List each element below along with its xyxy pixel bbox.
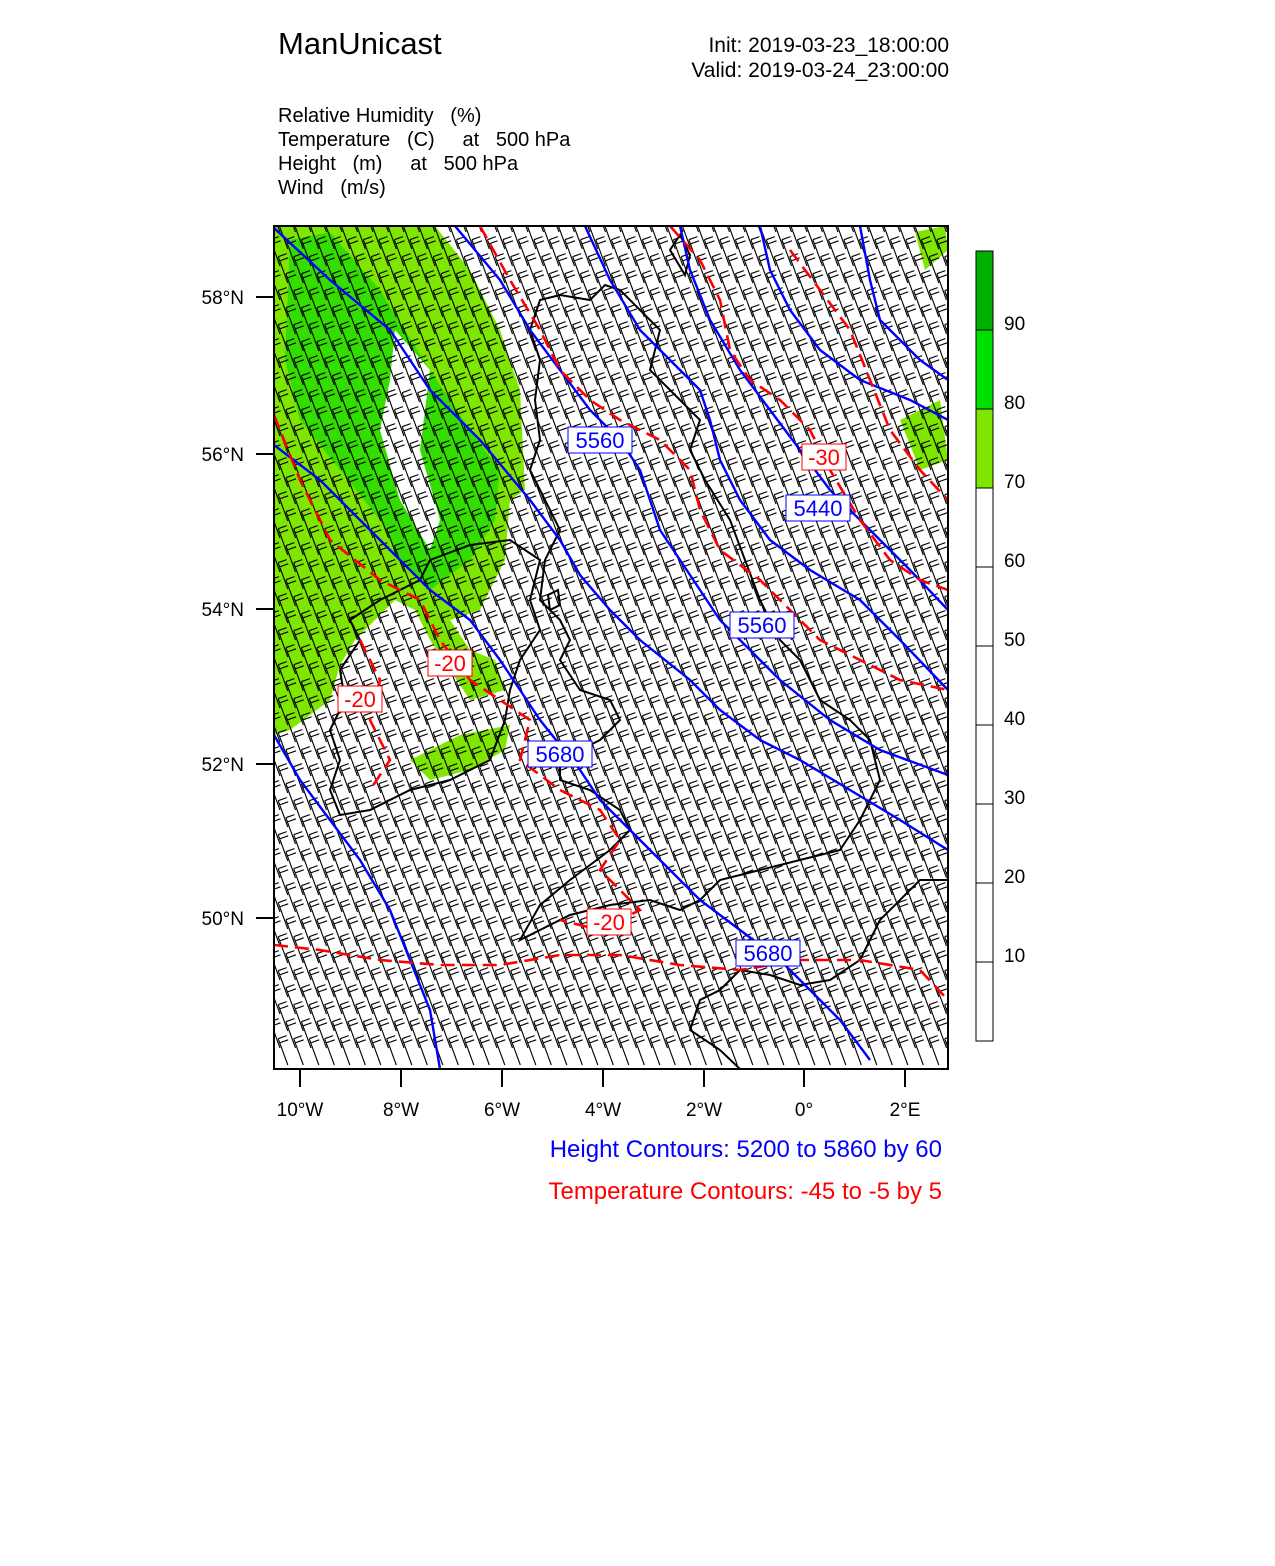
lat-tick-label: 50°N: [201, 909, 244, 930]
colorbar-box: [976, 883, 993, 962]
lat-tick-label: 54°N: [201, 600, 244, 621]
lon-tick-labels: [277, 1100, 921, 1121]
colorbar: [976, 251, 993, 1041]
colorbar-box: [976, 567, 993, 646]
colorbar-label: 90: [1004, 314, 1026, 335]
height-label: 5440: [793, 496, 843, 521]
field-level: at 500 hPa: [410, 153, 519, 175]
lon-tick-label: 2°W: [685, 1100, 723, 1121]
colorbar-box: [976, 646, 993, 725]
lat-tick-label: 56°N: [201, 445, 244, 466]
temp-label: -20: [434, 651, 466, 676]
init-time: Init: 2019-03-23_18:00:00: [708, 34, 949, 57]
field-name: Relative Humidity: [278, 105, 434, 127]
colorbar-label: 60: [1004, 551, 1026, 572]
height-label: 5560: [737, 613, 787, 638]
field-name: Height: [278, 153, 336, 175]
lat-tick-label: 52°N: [201, 755, 244, 776]
colorbar-box: [976, 409, 993, 488]
colorbar-box: [976, 330, 993, 409]
colorbar-box: [976, 725, 993, 804]
lon-tick-label: 0°: [794, 1100, 814, 1121]
lat-tick-labels: [202, 288, 244, 930]
colorbar-box: [976, 488, 993, 567]
valid-time: Valid: 2019-03-24_23:00:00: [691, 59, 949, 82]
colorbar-label: 40: [1004, 709, 1026, 730]
field-unit: (m/s): [340, 177, 386, 199]
colorbar-label: 20: [1004, 867, 1026, 888]
height-label: 5680: [743, 941, 793, 966]
colorbar-box: [976, 962, 993, 1041]
colorbar-label: 70: [1004, 472, 1026, 493]
field-name: Wind: [278, 177, 324, 199]
lon-tick-label: 4°W: [584, 1100, 622, 1121]
lat-ticks: [256, 297, 274, 918]
temp-label: -30: [808, 445, 840, 470]
colorbar-box: [976, 251, 993, 330]
height-label: 5680: [535, 742, 585, 767]
lon-tick-label: 10°W: [276, 1100, 324, 1121]
lon-tick-label: 2°E: [889, 1100, 921, 1121]
lon-ticks: [300, 1069, 905, 1087]
temp-label: -20: [593, 910, 625, 935]
height-label: 5560: [575, 428, 625, 453]
colorbar-box: [976, 804, 993, 883]
map-panel: [270, 203, 954, 1069]
field-unit: (%): [450, 105, 482, 127]
colorbar-label: 50: [1004, 630, 1026, 651]
lat-tick-label: 58°N: [201, 288, 244, 309]
field-unit: (C): [406, 129, 435, 151]
colorbar-label: 80: [1004, 393, 1026, 414]
colorbar-labels: [1004, 314, 1025, 967]
temp-label: -20: [344, 687, 376, 712]
field-level: at 500 hPa: [462, 129, 571, 151]
field-name: Temperature: [278, 129, 391, 151]
height-contours-note: Height Contours: 5200 to 5860 by 60: [549, 1136, 942, 1163]
colorbar-label: 30: [1004, 788, 1026, 809]
lon-tick-label: 8°W: [382, 1100, 420, 1121]
lon-tick-label: 6°W: [483, 1100, 521, 1121]
temperature-contours-note: Temperature Contours: -45 to -5 by 5: [548, 1178, 942, 1205]
field-unit: (m): [352, 153, 383, 175]
colorbar-label: 10: [1004, 946, 1026, 967]
model-title: ManUnicast: [278, 26, 442, 61]
